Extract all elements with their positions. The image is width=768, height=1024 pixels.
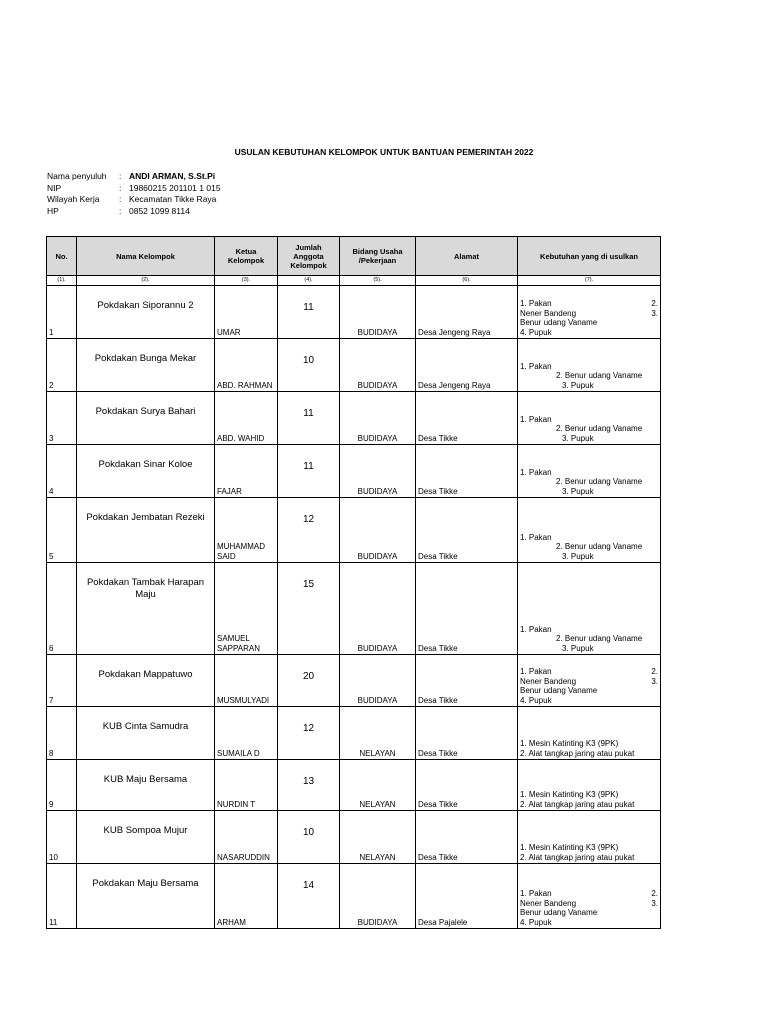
row-number: 1 <box>47 286 77 339</box>
info-row-region <box>47 194 221 206</box>
address: Desa Tikke <box>416 563 518 655</box>
needs-list <box>518 286 661 339</box>
table-row <box>47 498 661 563</box>
group-leader: ABD. RAHMAN <box>215 339 278 392</box>
needs-item: 2. <box>651 299 658 308</box>
group-leader: UMAR <box>215 286 278 339</box>
table-subheader-row <box>47 276 661 286</box>
needs-line: 2. Benur udang Vaname <box>556 477 643 486</box>
row-number: 8 <box>47 707 77 760</box>
member-count: 10 <box>278 811 340 864</box>
needs-item: 1. Pakan <box>520 299 552 308</box>
subheader-cell: (2). <box>77 276 215 286</box>
member-count: 11 <box>278 445 340 498</box>
business-field: BUDIDAYA <box>340 339 416 392</box>
needs-line: Benur udang Vaname <box>520 318 598 327</box>
member-count: 10 <box>278 339 340 392</box>
needs-line: 3. Pupuk <box>562 380 594 390</box>
needs-line <box>520 677 658 687</box>
needs-table <box>46 236 661 929</box>
business-field: BUDIDAYA <box>340 563 416 655</box>
needs-line: 3. Pupuk <box>562 551 594 561</box>
row-number: 2 <box>47 339 77 392</box>
info-value: 19860215 201101 1 015 <box>129 182 221 193</box>
group-name: Pokdakan Siporannu 2 <box>77 286 215 339</box>
address: Desa Tikke <box>416 655 518 707</box>
needs-line <box>520 299 658 309</box>
officer-info <box>47 171 221 217</box>
business-field: NELAYAN <box>340 707 416 760</box>
business-field: BUDIDAYA <box>340 445 416 498</box>
needs-line: 2. Alat tangkap jaring atau pukat <box>520 748 635 758</box>
row-number: 5 <box>47 498 77 563</box>
group-leader: SUMAILA D <box>215 707 278 760</box>
table-row <box>47 563 661 655</box>
needs-item: 3. <box>651 676 658 686</box>
info-colon: : <box>119 182 122 193</box>
needs-line: 2. Alat tangkap jaring atau pukat <box>520 852 635 862</box>
needs-list <box>518 811 661 864</box>
needs-list <box>518 760 661 811</box>
business-field: NELAYAN <box>340 811 416 864</box>
table-row <box>47 811 661 864</box>
needs-line: 1. Pakan <box>520 414 552 424</box>
needs-line: 1. Mesin Katinting K3 (9PK) <box>520 843 619 852</box>
row-number: 4 <box>47 445 77 498</box>
needs-list <box>518 445 661 498</box>
subheader-cell: (6). <box>416 276 518 286</box>
subheader-cell: (5). <box>340 276 416 286</box>
needs-line: 2. Benur udang Vaname <box>556 424 643 433</box>
group-leader: NASARUDDIN <box>215 811 278 864</box>
table-row <box>47 445 661 498</box>
info-row-name <box>47 171 221 183</box>
business-field: BUDIDAYA <box>340 392 416 445</box>
address: Desa Pajalele <box>416 864 518 929</box>
table-row <box>47 392 661 445</box>
needs-item: 1. Pakan <box>520 889 552 898</box>
business-field: BUDIDAYA <box>340 286 416 339</box>
needs-list <box>518 707 661 760</box>
info-value: Kecamatan Tikke Raya <box>129 194 217 204</box>
row-number: 7 <box>47 655 77 707</box>
business-field: BUDIDAYA <box>340 864 416 929</box>
needs-item: 3. <box>651 308 658 318</box>
needs-item: 2. <box>651 889 658 898</box>
group-name: Pokdakan Tambak Harapan Maju <box>77 563 215 655</box>
address: Desa Tikke <box>416 811 518 864</box>
needs-line: 1. Mesin Katinting K3 (9PK) <box>520 790 619 799</box>
address: Desa Tikke <box>416 445 518 498</box>
info-value: 0852 1099 8114 <box>129 205 190 216</box>
needs-line: 2. Alat tangkap jaring atau pukat <box>520 799 635 809</box>
member-count: 12 <box>278 498 340 563</box>
group-leader: FAJAR <box>215 445 278 498</box>
needs-item: Nener Bandeng <box>520 308 577 318</box>
info-colon: : <box>119 194 122 204</box>
document-title: USULAN KEBUTUHAN KELOMPOK UNTUK BANTUAN PEMERINTAH 2022 <box>234 147 534 157</box>
needs-list <box>518 563 661 655</box>
needs-list <box>518 655 661 707</box>
needs-list <box>518 339 661 392</box>
member-count: 13 <box>278 760 340 811</box>
table-row <box>47 760 661 811</box>
group-leader: ARHAM <box>215 864 278 929</box>
row-number: 10 <box>47 811 77 864</box>
business-field: NELAYAN <box>340 760 416 811</box>
info-row-phone <box>47 206 221 218</box>
needs-line: 1. Mesin Katinting K3 (9PK) <box>520 739 619 748</box>
table-header-row <box>47 237 661 276</box>
member-count: 15 <box>278 563 340 655</box>
needs-item: 3. <box>651 898 658 908</box>
needs-line <box>520 899 658 909</box>
address: Desa Tikke <box>416 392 518 445</box>
needs-line <box>520 889 658 899</box>
row-number: 9 <box>47 760 77 811</box>
needs-line: 2. Benur udang Vaname <box>556 371 643 380</box>
needs-line: 2. Benur udang Vaname <box>556 542 643 551</box>
group-name: KUB Sompoa Mujur <box>77 811 215 864</box>
needs-line: 3. Pupuk <box>562 433 594 443</box>
member-count: 14 <box>278 864 340 929</box>
group-name: Pokdakan Surya Bahari <box>77 392 215 445</box>
needs-line: 3. Pupuk <box>562 643 594 653</box>
business-field: BUDIDAYA <box>340 655 416 707</box>
needs-item: 1. Pakan <box>520 667 552 676</box>
info-value: ANDI ARMAN, S.St.Pi <box>129 171 216 181</box>
address: Desa Tikke <box>416 498 518 563</box>
needs-item: 2. <box>651 667 658 676</box>
table-row <box>47 286 661 339</box>
row-number: 11 <box>47 864 77 929</box>
subheader-cell: (4). <box>278 276 340 286</box>
needs-list <box>518 392 661 445</box>
member-count: 12 <box>278 707 340 760</box>
subheader-cell: (7). <box>518 276 661 286</box>
info-label: HP <box>47 205 59 216</box>
group-leader: MUSMULYADI <box>215 655 278 707</box>
header-bidang: Bidang Usaha /Pekerjaan <box>340 237 416 276</box>
table-row <box>47 655 661 707</box>
info-label: Wilayah Kerja <box>47 194 100 204</box>
needs-line: 1. Pakan <box>520 467 552 477</box>
header-alamat: Alamat <box>416 237 518 276</box>
group-leader: ABD. WAHID <box>215 392 278 445</box>
group-name: Pokdakan Bunga Mekar <box>77 339 215 392</box>
needs-list <box>518 498 661 563</box>
needs-line: 3. Pupuk <box>562 486 594 496</box>
header-no: No. <box>47 237 77 276</box>
needs-line: 4. Pupuk <box>520 917 552 927</box>
row-number: 6 <box>47 563 77 655</box>
group-leader: NURDIN T <box>215 760 278 811</box>
needs-line <box>520 309 658 319</box>
info-label: NIP <box>47 182 62 193</box>
member-count: 11 <box>278 392 340 445</box>
header-kebutuhan: Kebutuhan yang di usulkan <box>518 237 661 276</box>
needs-line <box>520 667 658 677</box>
header-ketua: Ketua Kelompok <box>215 237 278 276</box>
table-row <box>47 707 661 760</box>
info-row-nip <box>47 183 221 195</box>
group-name: KUB Maju Bersama <box>77 760 215 811</box>
needs-line: 1. Pakan <box>520 532 552 542</box>
subheader-cell: (3). <box>215 276 278 286</box>
info-label: Nama penyuluh <box>47 171 107 181</box>
needs-line: 1. Pakan <box>520 361 552 371</box>
group-leader: MUHAMMAD SAID <box>215 498 278 563</box>
info-colon: : <box>119 171 122 181</box>
row-number: 3 <box>47 392 77 445</box>
group-name: Pokdakan Jembatan Rezeki <box>77 498 215 563</box>
needs-line: 4. Pupuk <box>520 695 552 705</box>
business-field: BUDIDAYA <box>340 498 416 563</box>
subheader-cell: (1). <box>47 276 77 286</box>
address: Desa Jengeng Raya <box>416 339 518 392</box>
table-row <box>47 339 661 392</box>
group-name: Pokdakan Sinar Koloe <box>77 445 215 498</box>
address: Desa Jengeng Raya <box>416 286 518 339</box>
group-name: Pokdakan Mappatuwo <box>77 655 215 707</box>
needs-line: 4. Pupuk <box>520 327 552 337</box>
needs-item: Nener Bandeng <box>520 898 577 908</box>
needs-line: Benur udang Vaname <box>520 908 598 917</box>
needs-line: 2. Benur udang Vaname <box>556 634 643 643</box>
table-row <box>47 864 661 929</box>
group-name: KUB Cinta Samudra <box>77 707 215 760</box>
address: Desa Tikke <box>416 760 518 811</box>
group-name: Pokdakan Maju Bersama <box>77 864 215 929</box>
address: Desa Tikke <box>416 707 518 760</box>
header-nama: Nama Kelompok <box>77 237 215 276</box>
member-count: 20 <box>278 655 340 707</box>
group-leader: SAMUEL SAPPARAN <box>215 563 278 655</box>
member-count: 11 <box>278 286 340 339</box>
needs-list <box>518 864 661 929</box>
header-jumlah: Jumlah Anggota Kelompok <box>278 237 340 276</box>
info-colon: : <box>119 205 122 216</box>
needs-item: Nener Bandeng <box>520 676 577 686</box>
needs-line: 1. Pakan <box>520 624 552 634</box>
table-body <box>47 286 661 929</box>
needs-line: Benur udang Vaname <box>520 686 598 695</box>
